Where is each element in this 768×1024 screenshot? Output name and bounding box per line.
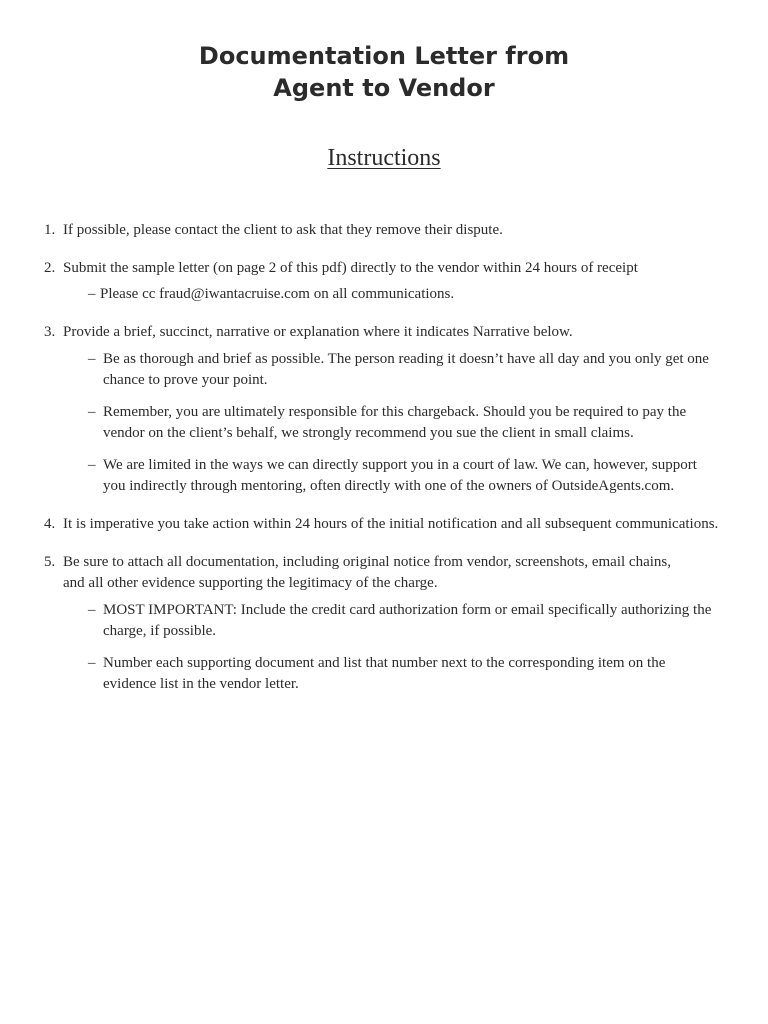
sub-item-text: MOST IMPORTANT: Include the credit card authorization form or email specifically authorizing the <box>103 602 712 618</box>
item-number: 5. <box>44 554 56 570</box>
item-text: Submit the sample letter (on page 2 of this pdf) directly to the vendor within 24 hours of receipt <box>63 260 638 276</box>
sub-item-text: We are limited in the ways we can directly support you in a court of law. We can, however, support <box>103 457 697 473</box>
sub-item-text: Please cc fraud@iwantacruise.com on all communications. <box>100 286 455 302</box>
item-text: Be sure to attach all documentation, including original notice from vendor, screenshots, email chains, <box>63 554 671 570</box>
sub-item-text: evidence list in the vendor letter. <box>103 676 299 692</box>
sub-item-dash: – <box>88 286 96 302</box>
title-line-1: Documentation Letter from <box>198 42 570 70</box>
item-number: 1. <box>44 222 56 238</box>
sub-item-dash: – <box>88 457 96 473</box>
sub-item-text: Remember, you are ultimately responsible for this chargeback. Should you be required to pay the <box>103 404 687 420</box>
sub-item-text: charge, if possible. <box>103 623 217 639</box>
sub-item-dash: – <box>88 351 96 367</box>
sub-item-text: Be as thorough and brief as possible. The person reading it doesn’t have all day and you only get one <box>103 351 709 367</box>
item-text: Provide a brief, succinct, narrative or explanation where it indicates Narrative below. <box>63 324 573 340</box>
sub-item-text: vendor on the client’s behalf, we strongly recommend you sue the client in small claims. <box>103 425 634 441</box>
item-number: 3. <box>44 324 56 340</box>
sub-item-text: Number each supporting document and list that number next to the corresponding item on the <box>103 655 666 671</box>
instructions-heading-text: Instructions <box>327 145 441 171</box>
item-number: 2. <box>44 260 56 276</box>
sub-item-dash: – <box>88 655 96 671</box>
sub-item-dash: – <box>88 404 96 420</box>
item-number: 4. <box>44 516 56 532</box>
title-line-2: Agent to Vendor <box>273 74 495 102</box>
item-text: If possible, please contact the client to ask that they remove their dispute. <box>63 222 503 238</box>
sub-item-text: you indirectly through mentoring, often directly with one of the owners of OutsideAgents.com. <box>103 478 675 494</box>
sub-item-dash: – <box>88 602 96 618</box>
sub-item-text: chance to prove your point. <box>103 372 268 388</box>
item-text: and all other evidence supporting the legitimacy of the charge. <box>63 575 438 591</box>
item-text: It is imperative you take action within 24 hours of the initial notification and all subsequent communications. <box>63 516 719 532</box>
